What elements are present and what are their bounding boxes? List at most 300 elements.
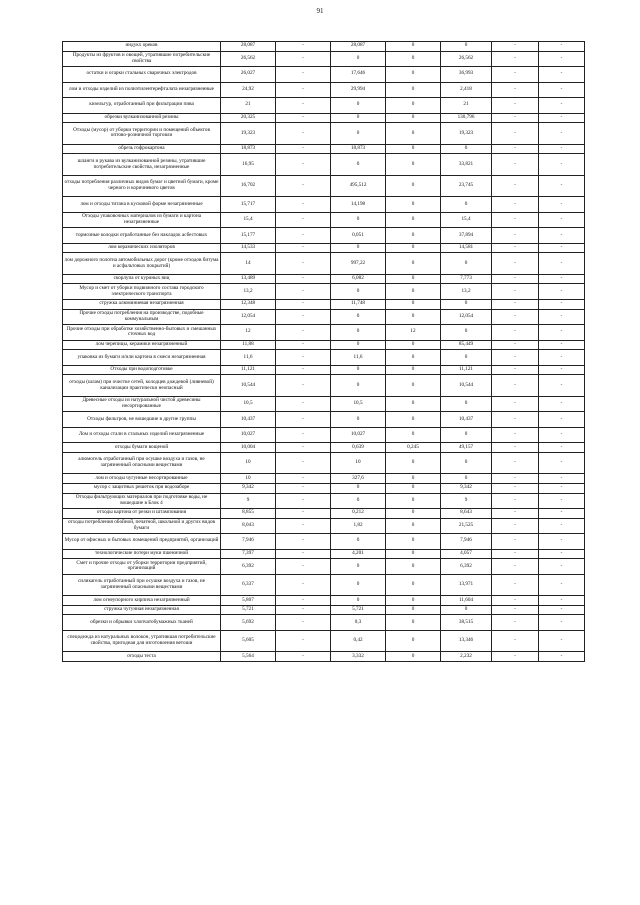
value-cell: - <box>276 615 331 631</box>
value-cell: 20,325 <box>221 113 276 123</box>
value-cell: 0 <box>331 123 386 145</box>
waste-name-cell: Прочие отходы при обработке хозяйственно-бытовых и смешанных сточных вод <box>63 325 221 341</box>
waste-name-cell: Отходы (мусор) от уборки территории и помещений объектов оптово-розничной торговли <box>63 123 221 145</box>
value-cell: 0 <box>441 350 492 366</box>
value-cell: - <box>539 51 585 67</box>
value-cell: 0 <box>331 325 386 341</box>
waste-name-cell: лом и отходы чугунные несортированные <box>63 474 221 484</box>
value-cell: 38,515 <box>441 615 492 631</box>
table-row <box>63 67 585 83</box>
value-cell: 4,057 <box>441 549 492 559</box>
value-cell: - <box>276 340 331 350</box>
value-cell: - <box>539 299 585 309</box>
value-cell: - <box>492 574 539 596</box>
waste-name-cell: лом черепицы, керамики незагрязненный <box>63 340 221 350</box>
value-cell: - <box>492 325 539 341</box>
value-cell: - <box>492 175 539 197</box>
value-cell: 14 <box>221 253 276 275</box>
waste-name-cell: Отходы фильтров, не вошедшие в другие группы <box>63 412 221 428</box>
value-cell: 0 <box>441 197 492 213</box>
value-cell: 0 <box>386 630 441 652</box>
value-cell: 130,796 <box>441 113 492 123</box>
value-cell: 0 <box>386 427 441 443</box>
value-cell: - <box>276 299 331 309</box>
value-cell: - <box>492 274 539 284</box>
value-cell: - <box>539 427 585 443</box>
table-row <box>63 212 585 228</box>
value-cell: 0 <box>441 427 492 443</box>
value-cell: - <box>492 98 539 114</box>
value-cell: 13,2 <box>221 284 276 300</box>
waste-name-cell: отходы (шлам) при очистке сетей, колодцев дождевой (ливневой) канализации практически неопасный <box>63 375 221 397</box>
value-cell: - <box>539 615 585 631</box>
value-cell: - <box>539 82 585 98</box>
value-cell: 0 <box>386 274 441 284</box>
value-cell: 7,946 <box>221 534 276 550</box>
value-cell: 19,323 <box>221 123 276 145</box>
value-cell: - <box>539 574 585 596</box>
value-cell: 5,807 <box>221 596 276 606</box>
value-cell: 0 <box>331 365 386 375</box>
waste-name-cell: отходы потребления различных видов бумаг и цветной бумаги, кроме черного и коричневого цветов <box>63 175 221 197</box>
value-cell: 0 <box>441 396 492 412</box>
value-cell: - <box>276 396 331 412</box>
value-cell: - <box>539 284 585 300</box>
value-cell: 5,721 <box>331 605 386 615</box>
value-cell: 9,342 <box>221 483 276 493</box>
value-cell: - <box>276 443 331 453</box>
value-cell: 6,082 <box>331 274 386 284</box>
waste-name-cell: Отходы фильтрующих материалов при подготовке воды, не вошедшие в Блок 4 <box>63 493 221 509</box>
value-cell: - <box>539 534 585 550</box>
value-cell: - <box>276 197 331 213</box>
value-cell: 7,397 <box>221 549 276 559</box>
value-cell: - <box>492 113 539 123</box>
value-cell: - <box>276 375 331 397</box>
value-cell: - <box>492 365 539 375</box>
value-cell: 0 <box>386 350 441 366</box>
value-cell: 0 <box>386 375 441 397</box>
value-cell: - <box>539 113 585 123</box>
value-cell: 0 <box>331 559 386 575</box>
value-cell: 5,692 <box>221 615 276 631</box>
value-cell: 0,42 <box>331 630 386 652</box>
value-cell: 11,6 <box>221 350 276 366</box>
value-cell: 12 <box>221 325 276 341</box>
waste-table <box>62 41 585 662</box>
value-cell: 26,562 <box>441 51 492 67</box>
value-cell: 6,337 <box>221 574 276 596</box>
value-cell: - <box>276 243 331 253</box>
value-cell: - <box>276 144 331 154</box>
value-cell: - <box>492 299 539 309</box>
value-cell: - <box>492 212 539 228</box>
waste-name-cell: Лом и отходы стали в стальных изделий незагрязненные <box>63 427 221 443</box>
value-cell: 10,027 <box>221 427 276 443</box>
table-row <box>63 175 585 197</box>
table-row <box>63 549 585 559</box>
value-cell: 0 <box>386 559 441 575</box>
table-row <box>63 98 585 114</box>
value-cell: 0 <box>386 212 441 228</box>
value-cell: 0,051 <box>331 228 386 244</box>
table-row <box>63 228 585 244</box>
waste-table-body <box>63 42 585 662</box>
value-cell: - <box>492 630 539 652</box>
value-cell: - <box>539 228 585 244</box>
value-cell: - <box>539 509 585 519</box>
value-cell: 0 <box>331 574 386 596</box>
waste-name-cell: отходы бумаги вощеной <box>63 443 221 453</box>
value-cell: 10,004 <box>221 443 276 453</box>
value-cell: 5,564 <box>221 652 276 662</box>
value-cell: - <box>492 243 539 253</box>
waste-name-cell: отходы потребления обойной, печатной, школьной и других видов бумаги <box>63 518 221 534</box>
value-cell: 0 <box>386 299 441 309</box>
table-row <box>63 596 585 606</box>
value-cell: 13,489 <box>221 274 276 284</box>
value-cell: - <box>539 123 585 145</box>
value-cell: 0 <box>441 253 492 275</box>
waste-name-cell: лом дорожного полотна автомобильных дорог (кроме отходов битума и асфальтовых покрытий) <box>63 253 221 275</box>
value-cell: - <box>539 309 585 325</box>
value-cell: - <box>276 365 331 375</box>
waste-name-cell: лом керамических изоляторов <box>63 243 221 253</box>
value-cell: 26,027 <box>221 67 276 83</box>
value-cell: 11,6 <box>331 350 386 366</box>
value-cell: - <box>539 549 585 559</box>
waste-name-cell: технологические потери муки пшеничной <box>63 549 221 559</box>
value-cell: - <box>492 452 539 474</box>
value-cell: 3,332 <box>331 652 386 662</box>
value-cell: 0,3 <box>331 615 386 631</box>
value-cell: - <box>492 549 539 559</box>
value-cell: 0,212 <box>331 509 386 519</box>
value-cell: - <box>276 228 331 244</box>
value-cell: 0 <box>386 98 441 114</box>
table-row <box>63 534 585 550</box>
value-cell: - <box>492 123 539 145</box>
value-cell: 29,994 <box>331 82 386 98</box>
value-cell: - <box>539 340 585 350</box>
value-cell: - <box>276 82 331 98</box>
value-cell: - <box>539 325 585 341</box>
value-cell: 33,821 <box>441 154 492 176</box>
value-cell: 2,232 <box>441 652 492 662</box>
value-cell: 327,6 <box>331 474 386 484</box>
value-cell: - <box>539 605 585 615</box>
value-cell: - <box>539 212 585 228</box>
value-cell: 10,027 <box>331 427 386 443</box>
value-cell: - <box>276 483 331 493</box>
waste-name-cell: алюмогель отработанный при осушке воздуха и газов, не загрязненный опасными веществами <box>63 452 221 474</box>
value-cell: 10,5 <box>221 396 276 412</box>
waste-name-cell: обрезь гофрокартона <box>63 144 221 154</box>
value-cell: 10 <box>221 474 276 484</box>
value-cell: - <box>276 518 331 534</box>
value-cell: 0 <box>386 474 441 484</box>
value-cell: 6,392 <box>221 559 276 575</box>
value-cell: 12,054 <box>221 309 276 325</box>
value-cell: - <box>492 493 539 509</box>
value-cell: - <box>276 51 331 67</box>
value-cell: 15,4 <box>221 212 276 228</box>
value-cell: - <box>492 309 539 325</box>
value-cell: 0 <box>386 154 441 176</box>
value-cell: 18,873 <box>221 144 276 154</box>
table-row <box>63 154 585 176</box>
value-cell: 0 <box>386 42 441 52</box>
value-cell: 12,348 <box>221 299 276 309</box>
table-row <box>63 452 585 474</box>
value-cell: 0 <box>441 42 492 52</box>
value-cell: 24,92 <box>221 82 276 98</box>
value-cell: - <box>539 274 585 284</box>
value-cell: 0 <box>386 365 441 375</box>
value-cell: 16,95 <box>221 154 276 176</box>
waste-name-cell: скорлупа от куриных яиц <box>63 274 221 284</box>
value-cell: 37,894 <box>441 228 492 244</box>
value-cell: - <box>276 509 331 519</box>
value-cell: - <box>492 375 539 397</box>
waste-name-cell: силикагель отработанный при осушке воздуха и газов, не загрязненный опасными веществами <box>63 574 221 596</box>
waste-name-cell: Прочие отходы потребления на производстве, подобные коммунальным <box>63 309 221 325</box>
value-cell: 0 <box>386 82 441 98</box>
waste-name-cell: отходы теста <box>63 652 221 662</box>
value-cell: - <box>492 340 539 350</box>
value-cell: 0 <box>386 51 441 67</box>
table-row <box>63 483 585 493</box>
value-cell: - <box>492 474 539 484</box>
table-row <box>63 365 585 375</box>
waste-name-cell: Мусор от офисных и бытовых помещений предприятий, организаций <box>63 534 221 550</box>
value-cell: 0 <box>331 596 386 606</box>
value-cell: - <box>539 243 585 253</box>
value-cell: - <box>276 493 331 509</box>
value-cell: 2,418 <box>441 82 492 98</box>
value-cell: 5,721 <box>221 605 276 615</box>
value-cell: 0 <box>386 452 441 474</box>
value-cell: 11,121 <box>441 365 492 375</box>
value-cell: 0 <box>386 574 441 596</box>
value-cell: - <box>492 350 539 366</box>
value-cell: 36,993 <box>441 67 492 83</box>
value-cell: - <box>276 274 331 284</box>
value-cell: - <box>539 412 585 428</box>
table-row <box>63 243 585 253</box>
value-cell: 0 <box>331 534 386 550</box>
value-cell: - <box>492 596 539 606</box>
table-row <box>63 509 585 519</box>
value-cell: - <box>539 652 585 662</box>
waste-name-cell: тормозные колодки отработанные без накладок асбестовых <box>63 228 221 244</box>
value-cell: 12,054 <box>441 309 492 325</box>
value-cell: - <box>276 559 331 575</box>
value-cell: - <box>492 483 539 493</box>
value-cell: - <box>539 67 585 83</box>
table-row <box>63 518 585 534</box>
table-row <box>63 340 585 350</box>
value-cell: 0 <box>386 549 441 559</box>
value-cell: - <box>492 51 539 67</box>
value-cell: - <box>539 630 585 652</box>
table-row <box>63 559 585 575</box>
value-cell: 0 <box>386 67 441 83</box>
value-cell: - <box>276 113 331 123</box>
value-cell: - <box>539 197 585 213</box>
value-cell: 0 <box>386 144 441 154</box>
value-cell: 10,5 <box>331 396 386 412</box>
value-cell: 10,437 <box>221 412 276 428</box>
value-cell: - <box>492 228 539 244</box>
waste-name-cell: Смет и прочие отходы от уборки территории предприятий, организаций <box>63 559 221 575</box>
value-cell: 0 <box>386 113 441 123</box>
table-row <box>63 197 585 213</box>
table-row <box>63 412 585 428</box>
value-cell: 19,323 <box>441 123 492 145</box>
value-cell: 0 <box>441 452 492 474</box>
value-cell: 16,702 <box>221 175 276 197</box>
waste-name-cell: стружка алюминиевая незагрязненная <box>63 299 221 309</box>
value-cell: - <box>492 509 539 519</box>
value-cell: 11,604 <box>441 596 492 606</box>
value-cell: - <box>276 474 331 484</box>
table-row <box>63 309 585 325</box>
value-cell: - <box>492 412 539 428</box>
value-cell: - <box>539 596 585 606</box>
table-row <box>63 144 585 154</box>
value-cell: 0 <box>386 175 441 197</box>
value-cell: 0 <box>331 375 386 397</box>
value-cell: 10 <box>221 452 276 474</box>
value-cell: - <box>492 534 539 550</box>
value-cell: 4,201 <box>331 549 386 559</box>
value-cell: 0 <box>331 243 386 253</box>
value-cell: 0 <box>331 51 386 67</box>
value-cell: - <box>276 284 331 300</box>
value-cell: - <box>539 483 585 493</box>
value-cell: - <box>276 452 331 474</box>
page-number: 91 <box>316 7 324 15</box>
waste-name-cell: индукх ореков <box>63 42 221 52</box>
value-cell: - <box>276 549 331 559</box>
value-cell: - <box>539 452 585 474</box>
value-cell: 0 <box>331 412 386 428</box>
value-cell: - <box>276 630 331 652</box>
value-cell: 0,245 <box>386 443 441 453</box>
value-cell: 0 <box>386 605 441 615</box>
value-cell: - <box>539 396 585 412</box>
value-cell: 0 <box>331 113 386 123</box>
value-cell: 0 <box>331 212 386 228</box>
value-cell: 9 <box>221 493 276 509</box>
value-cell: 13,2 <box>441 284 492 300</box>
value-cell: 0 <box>386 615 441 631</box>
value-cell: 997,22 <box>331 253 386 275</box>
value-cell: 7,773 <box>441 274 492 284</box>
value-cell: 15,717 <box>221 197 276 213</box>
waste-name-cell: упаковка из бумаги и/или картона в смеси незагрязненная <box>63 350 221 366</box>
table-row <box>63 630 585 652</box>
value-cell: 0 <box>331 340 386 350</box>
value-cell: 0 <box>441 299 492 309</box>
table-row <box>63 427 585 443</box>
waste-name-cell: Отходы при водоподготовке <box>63 365 221 375</box>
value-cell: - <box>539 375 585 397</box>
value-cell: - <box>276 123 331 145</box>
value-cell: - <box>539 518 585 534</box>
value-cell: 0 <box>331 154 386 176</box>
value-cell: 7,946 <box>441 534 492 550</box>
value-cell: 11,88 <box>221 340 276 350</box>
value-cell: 11,121 <box>221 365 276 375</box>
table-row <box>63 375 585 397</box>
value-cell: 21 <box>221 98 276 114</box>
value-cell: 0 <box>386 340 441 350</box>
table-row <box>63 605 585 615</box>
value-cell: - <box>539 365 585 375</box>
value-cell: - <box>539 42 585 52</box>
table-row <box>63 113 585 123</box>
value-cell: - <box>539 493 585 509</box>
value-cell: - <box>276 309 331 325</box>
value-cell: - <box>492 197 539 213</box>
value-cell: - <box>492 605 539 615</box>
value-cell: - <box>276 605 331 615</box>
value-cell: 0 <box>386 396 441 412</box>
value-cell: 495,512 <box>331 175 386 197</box>
value-cell: - <box>276 412 331 428</box>
table-row <box>63 443 585 453</box>
value-cell: 0 <box>441 605 492 615</box>
value-cell: - <box>492 396 539 412</box>
value-cell: - <box>539 443 585 453</box>
value-cell: 0 <box>441 474 492 484</box>
value-cell: 13,971 <box>441 574 492 596</box>
value-cell: - <box>276 534 331 550</box>
value-cell: 10,544 <box>441 375 492 397</box>
value-cell: 1,82 <box>331 518 386 534</box>
value-cell: - <box>492 82 539 98</box>
waste-name-cell: остатки и огарки стальных сварочных электродов <box>63 67 221 83</box>
value-cell: - <box>276 350 331 366</box>
waste-name-cell: Продукты из фруктов и овощей, утратившие потребительские свойства <box>63 51 221 67</box>
waste-name-cell: мусор с защитных решеток при водозаборе <box>63 483 221 493</box>
value-cell: 5,605 <box>221 630 276 652</box>
value-cell: - <box>492 615 539 631</box>
value-cell: 14,581 <box>441 243 492 253</box>
table-row <box>63 652 585 662</box>
value-cell: - <box>276 253 331 275</box>
waste-name-cell: обрезки и обрывки хлопчатобумажных тканей <box>63 615 221 631</box>
value-cell: - <box>492 154 539 176</box>
waste-name-cell: лом и отходы титана в кусковой форме незагрязненные <box>63 197 221 213</box>
value-cell: 8,855 <box>221 509 276 519</box>
value-cell: 9,342 <box>441 483 492 493</box>
value-cell: 49,157 <box>441 443 492 453</box>
value-cell: 0 <box>386 284 441 300</box>
value-cell: 13,346 <box>441 630 492 652</box>
waste-name-cell: Древесные отходы из натуральной чистой древесины несортированные <box>63 396 221 412</box>
value-cell: - <box>276 67 331 83</box>
value-cell: - <box>539 474 585 484</box>
waste-name-cell: обрезки вулканизованной резины <box>63 113 221 123</box>
value-cell: 0 <box>331 98 386 114</box>
value-cell: - <box>539 350 585 366</box>
value-cell: 21 <box>441 98 492 114</box>
value-cell: 14,198 <box>331 197 386 213</box>
value-cell: - <box>276 42 331 52</box>
